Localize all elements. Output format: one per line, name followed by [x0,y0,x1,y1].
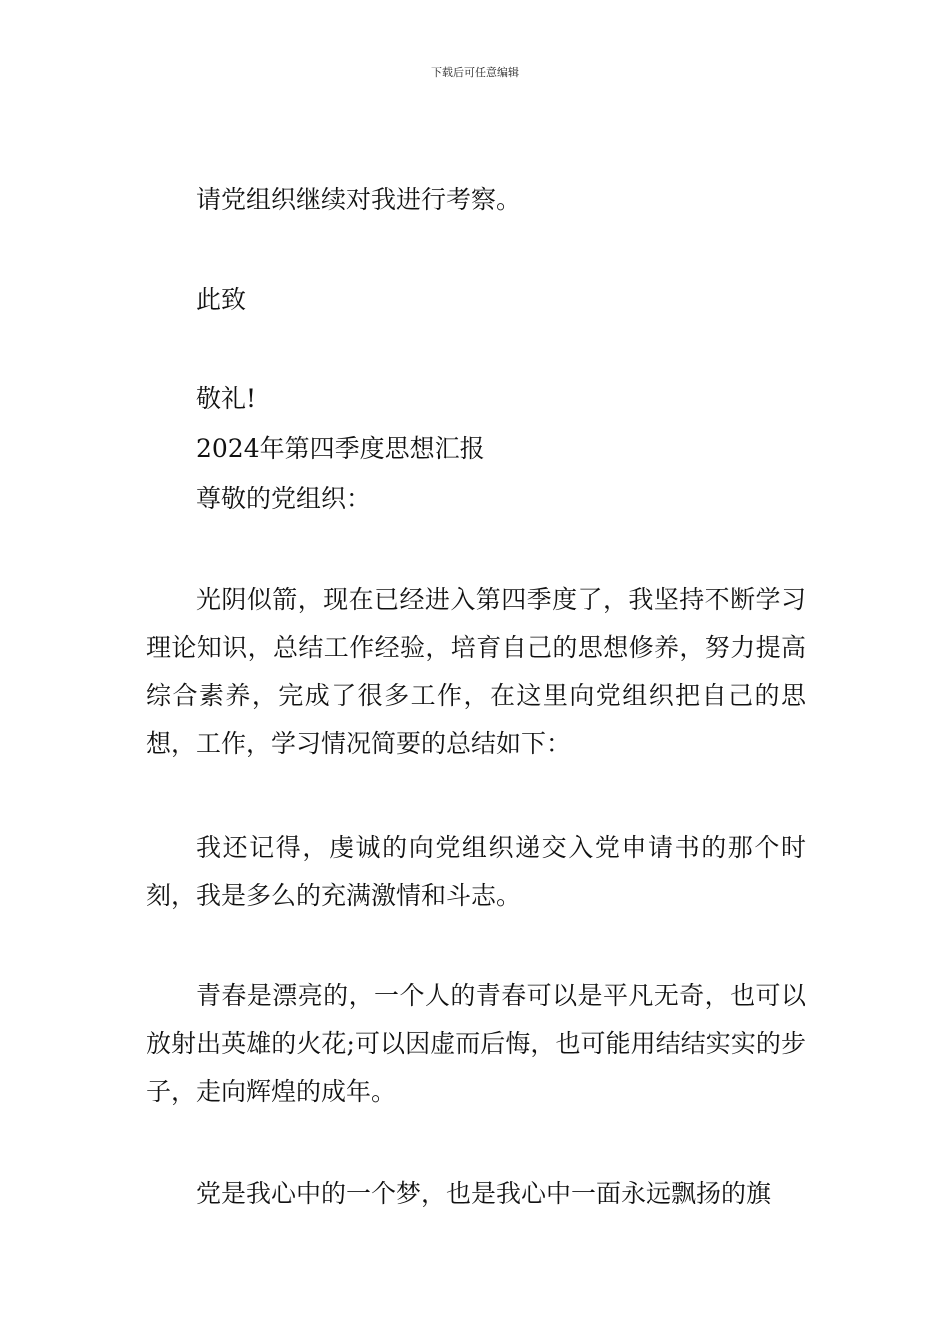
closing-request: 请党组织继续对我进行考察。 [196,185,522,214]
greeting: 尊敬的党组织： [196,484,372,513]
salutation-jingli: 敬礼! [196,384,257,413]
report-title: 2024年第四季度思想汇报 [196,434,485,463]
paragraph: 青春是漂亮的，一个人的青春可以是平凡无奇，也可以放射出英雄的火花;可以因虚而后悔，也可能用结结实实的步子，走向辉煌的成年。 [146,981,806,1106]
header-note: 下载后可任意编辑 [431,66,519,79]
paragraph: 光阴似箭，现在已经进入第四季度了，我坚持不断学习理论知识，总结工作经验，培育自己的思想修养，努力提高综合素养，完成了很多工作，在这里向党组织把自己的思想，工作，学习情况简要的总结如下： [146,585,806,758]
paragraph: 我还记得，虔诚的向党组织递交入党申请书的那个时刻，我是多么的充满激情和斗志。 [146,833,806,910]
paragraph: 党是我心中的一个梦，也是我心中一面永远飘扬的旗 [196,1179,772,1208]
salutation-cizhi: 此致 [196,285,247,314]
